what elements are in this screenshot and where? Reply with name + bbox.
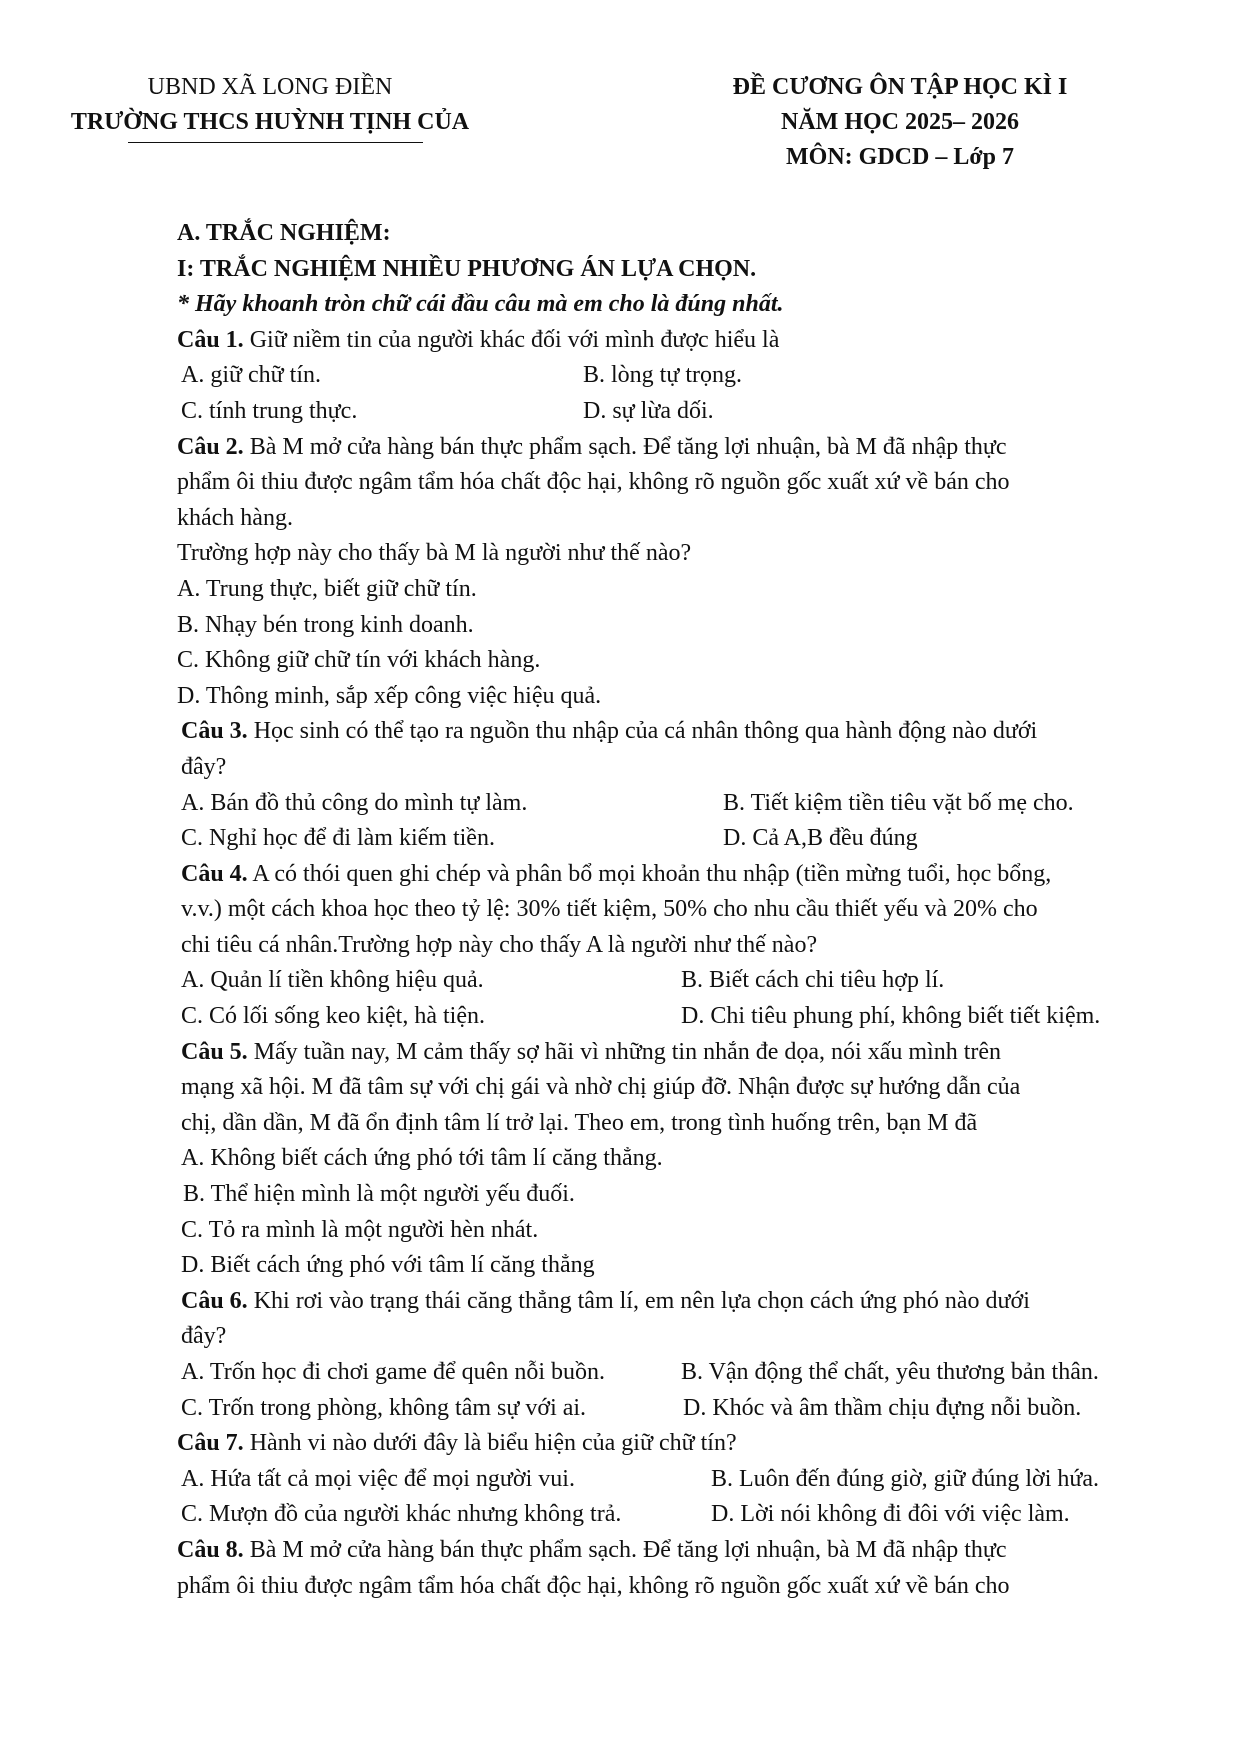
question-text-cont: phẩm ôi thiu được ngâm tẩm hóa chất độc hại, không rõ nguồn gốc xuất xứ về bán cho	[177, 469, 1010, 496]
question-6	[177, 1284, 1167, 1320]
question-label: Câu 2.	[177, 433, 244, 460]
question-label: Câu 5.	[181, 1038, 248, 1065]
question-5	[177, 1035, 1167, 1071]
question-3	[177, 714, 1167, 750]
q6-options-row-1	[177, 1355, 1167, 1391]
question-text-cont: phẩm ôi thiu được ngâm tẩm hóa chất độc hại, không rõ nguồn gốc xuất xứ về bán cho	[177, 1572, 1010, 1599]
option-b: B. Nhạy bén trong kinh doanh.	[177, 611, 474, 638]
option-d: D. Khóc và âm thầm chịu đựng nỗi buồn.	[683, 1394, 1082, 1421]
question-label: Câu 4.	[181, 860, 248, 887]
option-d: D. Thông minh, sắp xếp công việc hiệu quả.	[177, 682, 602, 709]
school-name: TRƯỜNG THCS HUỲNH TỊNH CỦA	[70, 109, 470, 135]
question-label: Câu 1.	[177, 326, 244, 353]
option-b: B. Tiết kiệm tiền tiêu vặt bố mẹ cho.	[723, 789, 1074, 816]
header-underline	[128, 142, 423, 143]
option-b: B. Thể hiện mình là một người yếu đuối.	[183, 1181, 575, 1208]
question-text: Bà M mở cửa hàng bán thực phẩm sạch. Để tăng lợi nhuận, bà M đã nhập thực	[243, 433, 1007, 460]
school-header	[60, 70, 480, 143]
option-c: C. Có lối sống keo kiệt, hà tiện.	[181, 1003, 485, 1030]
option-b: B. Biết cách chi tiêu hợp lí.	[681, 967, 945, 994]
q6-options-row-2	[177, 1391, 1167, 1427]
authority-name: UBND XÃ LONG ĐIỀN	[147, 74, 393, 100]
section-1-heading: I: TRẮC NGHIỆM NHIỀU PHƯƠNG ÁN LỰA CHỌN.	[177, 255, 757, 282]
option-a: A. Quản lí tiền không hiệu quả.	[181, 967, 484, 994]
option-b: B. Vận động thể chất, yêu thương bản thân.	[681, 1359, 1099, 1385]
question-label: Câu 7.	[177, 1430, 244, 1457]
option-a: A. Hứa tất cả mọi việc để mọi người vui.	[181, 1465, 575, 1492]
question-text: Khi rơi vào trạng thái căng thẳng tâm lí, em nên lựa chọn cách ứng phó nào dưới	[247, 1287, 1030, 1314]
question-text-cont: v.v.) một cách khoa học theo tỷ lệ: 30% tiết kiệm, 50% cho nhu cầu thiết yếu và 20% cho	[181, 896, 1038, 923]
option-d: D. sự lừa dối.	[583, 397, 714, 424]
question-text: Bà M mở cửa hàng bán thực phẩm sạch. Để tăng lợi nhuận, bà M đã nhập thực	[243, 1536, 1007, 1563]
option-d: D. Biết cách ứng phó với tâm lí căng thẳng	[181, 1252, 595, 1279]
question-text: A có thói quen ghi chép và phân bổ mọi khoản thu nhập (tiền mừng tuổi, học bổng,	[247, 860, 1052, 887]
question-2	[177, 430, 1167, 466]
q4-options-row-2	[177, 999, 1167, 1035]
question-text: Giữ niềm tin của người khác đối với mình được hiểu là	[243, 326, 780, 353]
question-7	[177, 1426, 1167, 1462]
q1-options-row-2	[177, 394, 1167, 430]
option-c: C. Không giữ chữ tín với khách hàng.	[177, 647, 541, 674]
question-text-cont: mạng xã hội. M đã tâm sự với chị gái và nhờ chị giúp đỡ. Nhận được sự hướng dẫn của	[181, 1074, 1021, 1101]
option-b: B. lòng tự trọng.	[583, 362, 743, 389]
question-text: Học sinh có thể tạo ra nguồn thu nhập của cá nhân thông qua hành động nào dưới	[247, 718, 1038, 745]
exam-content	[177, 216, 1167, 1604]
document-title: ĐỀ CƯƠNG ÔN TẬP HỌC KÌ I	[732, 74, 1068, 100]
document-title-block	[650, 70, 1150, 175]
question-text-cont: đây?	[181, 1323, 227, 1350]
option-d: D. Cả A,B đều đúng	[723, 825, 918, 852]
option-c: C. tính trung thực.	[181, 397, 358, 424]
question-4	[177, 857, 1167, 893]
option-a: A. Không biết cách ứng phó tới tâm lí căng thẳng.	[181, 1145, 663, 1172]
option-c: C. Tỏ ra mình là một người hèn nhát.	[181, 1216, 539, 1243]
option-c: C. Mượn đồ của người khác nhưng không trả.	[181, 1501, 622, 1528]
question-text-cont: đây?	[181, 753, 227, 780]
question-1	[177, 323, 1167, 359]
instruction-text: * Hãy khoanh tròn chữ cái đầu câu mà em cho là đúng nhất.	[177, 291, 784, 318]
question-text-cont: chi tiêu cá nhân.Trường hợp này cho thấy A là người như thế nào?	[181, 931, 818, 958]
option-d: D. Lời nói không đi đôi với việc làm.	[711, 1501, 1070, 1528]
question-label: Câu 6.	[181, 1287, 248, 1314]
q7-options-row-2	[177, 1497, 1167, 1533]
option-a: A. Bán đồ thủ công do mình tự làm.	[181, 789, 528, 816]
option-c: C. Trốn trong phòng, không tâm sự với ai.	[181, 1394, 587, 1421]
subject-grade: MÔN: GDCD – Lớp 7	[786, 144, 1014, 170]
question-8	[177, 1533, 1167, 1569]
question-text-cont: chị, dần dần, M đã ổn định tâm lí trở lại. Theo em, trong tình huống trên, bạn M đã	[181, 1109, 978, 1136]
question-label: Câu 3.	[181, 718, 248, 745]
question-text: Mấy tuần nay, M cảm thấy sợ hãi vì những tin nhắn đe dọa, nói xấu mình trên	[247, 1038, 1002, 1065]
section-a-heading: A. TRẮC NGHIỆM:	[177, 220, 391, 246]
q1-options-row-1	[177, 358, 1167, 394]
question-text: Hành vi nào dưới đây là biểu hiện của giữ chữ tín?	[243, 1430, 737, 1457]
option-b: B. Luôn đến đúng giờ, giữ đúng lời hứa.	[711, 1465, 1100, 1492]
option-a: A. Trốn học đi chơi game để quên nỗi buồn.	[181, 1359, 605, 1385]
option-a: A. Trung thực, biết giữ chữ tín.	[177, 575, 477, 602]
q4-options-row-1	[177, 963, 1167, 999]
question-text-cont: khách hàng.	[177, 504, 293, 531]
option-c: C. Nghỉ học để đi làm kiếm tiền.	[181, 825, 495, 852]
option-a: A. giữ chữ tín.	[181, 362, 322, 389]
q3-options-row-1	[177, 786, 1167, 822]
school-year: NĂM HỌC 2025– 2026	[781, 109, 1019, 135]
question-text-cont: Trường hợp này cho thấy bà M là người như thế nào?	[177, 540, 692, 567]
q7-options-row-1	[177, 1462, 1167, 1498]
question-label: Câu 8.	[177, 1536, 244, 1563]
option-d: D. Chi tiêu phung phí, không biết tiết kiệm.	[681, 1003, 1101, 1030]
q3-options-row-2	[177, 821, 1167, 857]
